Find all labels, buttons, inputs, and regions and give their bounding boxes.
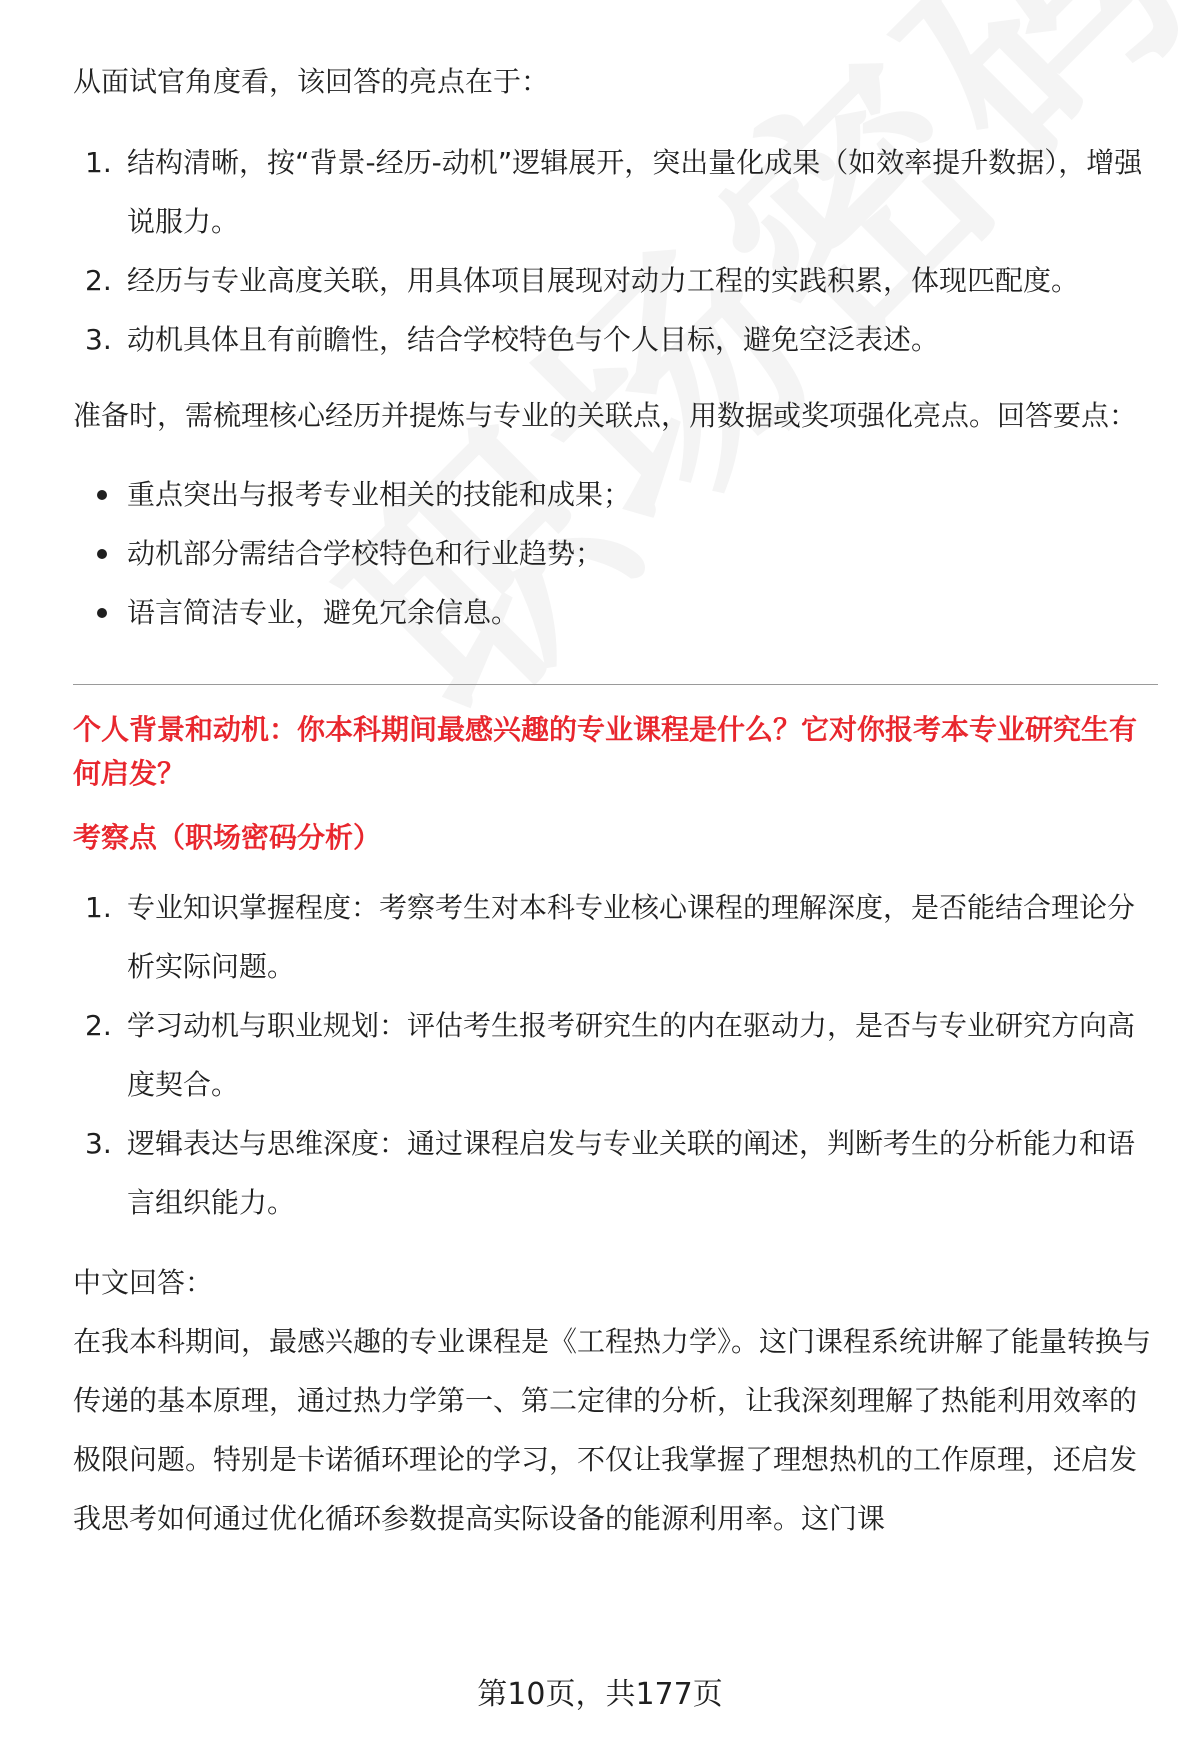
list-number: 2. [85,1009,112,1042]
answer-label: 中文回答： [73,1266,214,1299]
key-points-list [73,465,1158,642]
bullet-icon [97,549,107,559]
list-item-text: 逻辑表达与思维深度：通过课程启发与专业关联的阐述，判断考生的分析能力和语言组织能力。 [127,1127,1136,1219]
list-item-text: 经历与专业高度关联，用具体项目展现对动力工程的实践积累，体现匹配度。 [127,264,1080,297]
list-number: 3. [85,1127,112,1160]
list-item-text: 学习动机与职业规划：评估考生报考研究生的内在驱动力，是否与专业研究方向高度契合。 [127,1009,1136,1101]
highlights-list [73,133,1158,369]
list-item [73,251,1158,310]
bullet-icon [97,490,107,500]
list-item [73,465,1158,524]
list-number: 2. [85,264,112,297]
list-item-text: 动机部分需结合学校特色和行业趋势； [127,537,604,570]
list-item-text: 重点突出与报考专业相关的技能和成果； [127,478,632,511]
list-item-text: 动机具体且有前瞻性，结合学校特色与个人目标，避免空泛表述。 [127,323,940,356]
exam-points-list [73,878,1158,1232]
list-item [73,310,1158,369]
intro-paragraph: 从面试官角度看，该回答的亮点在于： [73,65,550,98]
page-number: 第10页，共177页 [477,1677,723,1712]
list-item-text: 语言简洁专业，避免冗余信息。 [127,596,520,629]
list-item [73,133,1158,251]
list-number: 1. [85,891,112,924]
list-item [73,583,1158,642]
exam-points-heading: 考察点（职场密码分析） [73,821,382,854]
list-item [73,878,1158,996]
list-item [73,996,1158,1114]
list-item [73,524,1158,583]
list-item-text: 专业知识掌握程度：考察考生对本科专业核心课程的理解深度，是否能结合理论分析实际问题。 [127,891,1136,983]
page-content [73,52,1158,1548]
section-divider [73,684,1158,685]
bullet-icon [97,608,107,618]
answer-paragraph: 在我本科期间，最感兴趣的专业课程是《工程热力学》。这门课程系统讲解了能量转换与传递的基本原理，通过热力学第一、第二定律的分析，让我深刻理解了热能利用效率的极限问题。特别是卡诺循环理论的学习，不仅让我掌握了理想热机的工作原理，还启发我思考如何通过优化循环参数提高实际设备的能源利用率。这门课 [73,1325,1152,1535]
list-item [73,1114,1158,1232]
list-item-text: 结构清晰，按“背景-经历-动机”逻辑展开，突出量化成果（如效率提升数据），增强说服力。 [127,146,1143,238]
question-heading: 个人背景和动机：你本科期间最感兴趣的专业课程是什么？它对你报考本专业研究生有何启发？ [73,713,1138,790]
list-number: 3. [85,323,112,356]
list-number: 1. [85,146,112,179]
prep-paragraph: 准备时，需梳理核心经历并提炼与专业的关联点，用数据或奖项强化亮点。回答要点： [73,399,1138,432]
